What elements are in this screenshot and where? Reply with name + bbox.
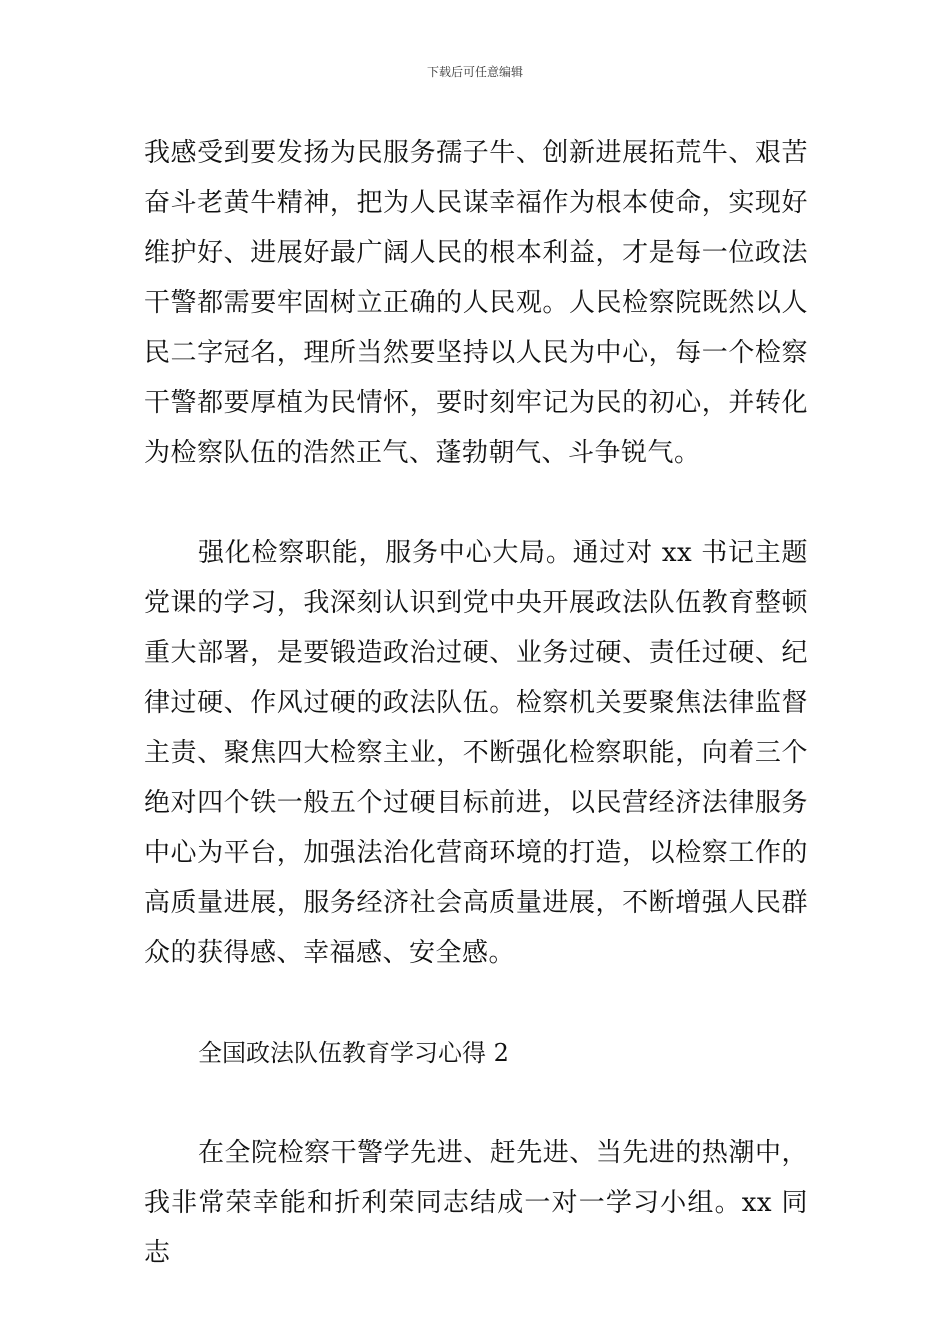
document-body [144, 128, 808, 1278]
section-heading: 全国政法队伍教育学习心得 2 [198, 1039, 509, 1067]
paragraph-learning-group: 在全院检察干警学先进、赶先进、当先进的热潮中，我非常荣幸能和折利荣同志结成一对一学习小组。xx 同志 [144, 1138, 808, 1268]
paragraph-people-view: 我感受到要发扬为民服务孺子牛、创新进展拓荒牛、艰苦奋斗老黄牛精神，把为人民谋幸福作为根本使命，实现好维护好、进展好最广阔人民的根本利益，才是每一位政法干警都需要牢固树立正确的人民观。人民检察院既然以人民二字冠名，理所当然要坚持以人民为中心，每一个检察干警都要厚植为民情怀，要时刻牢记为民的初心，并转化为检察队伍的浩然正气、蓬勃朝气、斗争锐气。 [144, 138, 808, 468]
paragraph-spacer [144, 978, 808, 1028]
paragraph-spacer [144, 1078, 808, 1128]
paragraph-procuratorial-functions: 强化检察职能，服务中心大局。通过对 xx 书记主题党课的学习，我深刻认识到党中央开展政法队伍教育整顿重大部署，是要锻造政治过硬、业务过硬、责任过硬、纪律过硬、作风过硬的政法队伍。检察机关要聚焦法律监督主责、聚焦四大检察主业，不断强化检察职能，向着三个绝对四个铁一般五个过硬目标前进，以民营经济法律服务中心为平台，加强法治化营商环境的打造，以检察工作的高质量进展，服务经济社会高质量进展，不断增强人民群众的获得感、幸福感、安全感。 [144, 538, 808, 968]
paragraph-spacer [144, 478, 808, 528]
page-header: 下载后可任意编辑 [426, 65, 523, 79]
